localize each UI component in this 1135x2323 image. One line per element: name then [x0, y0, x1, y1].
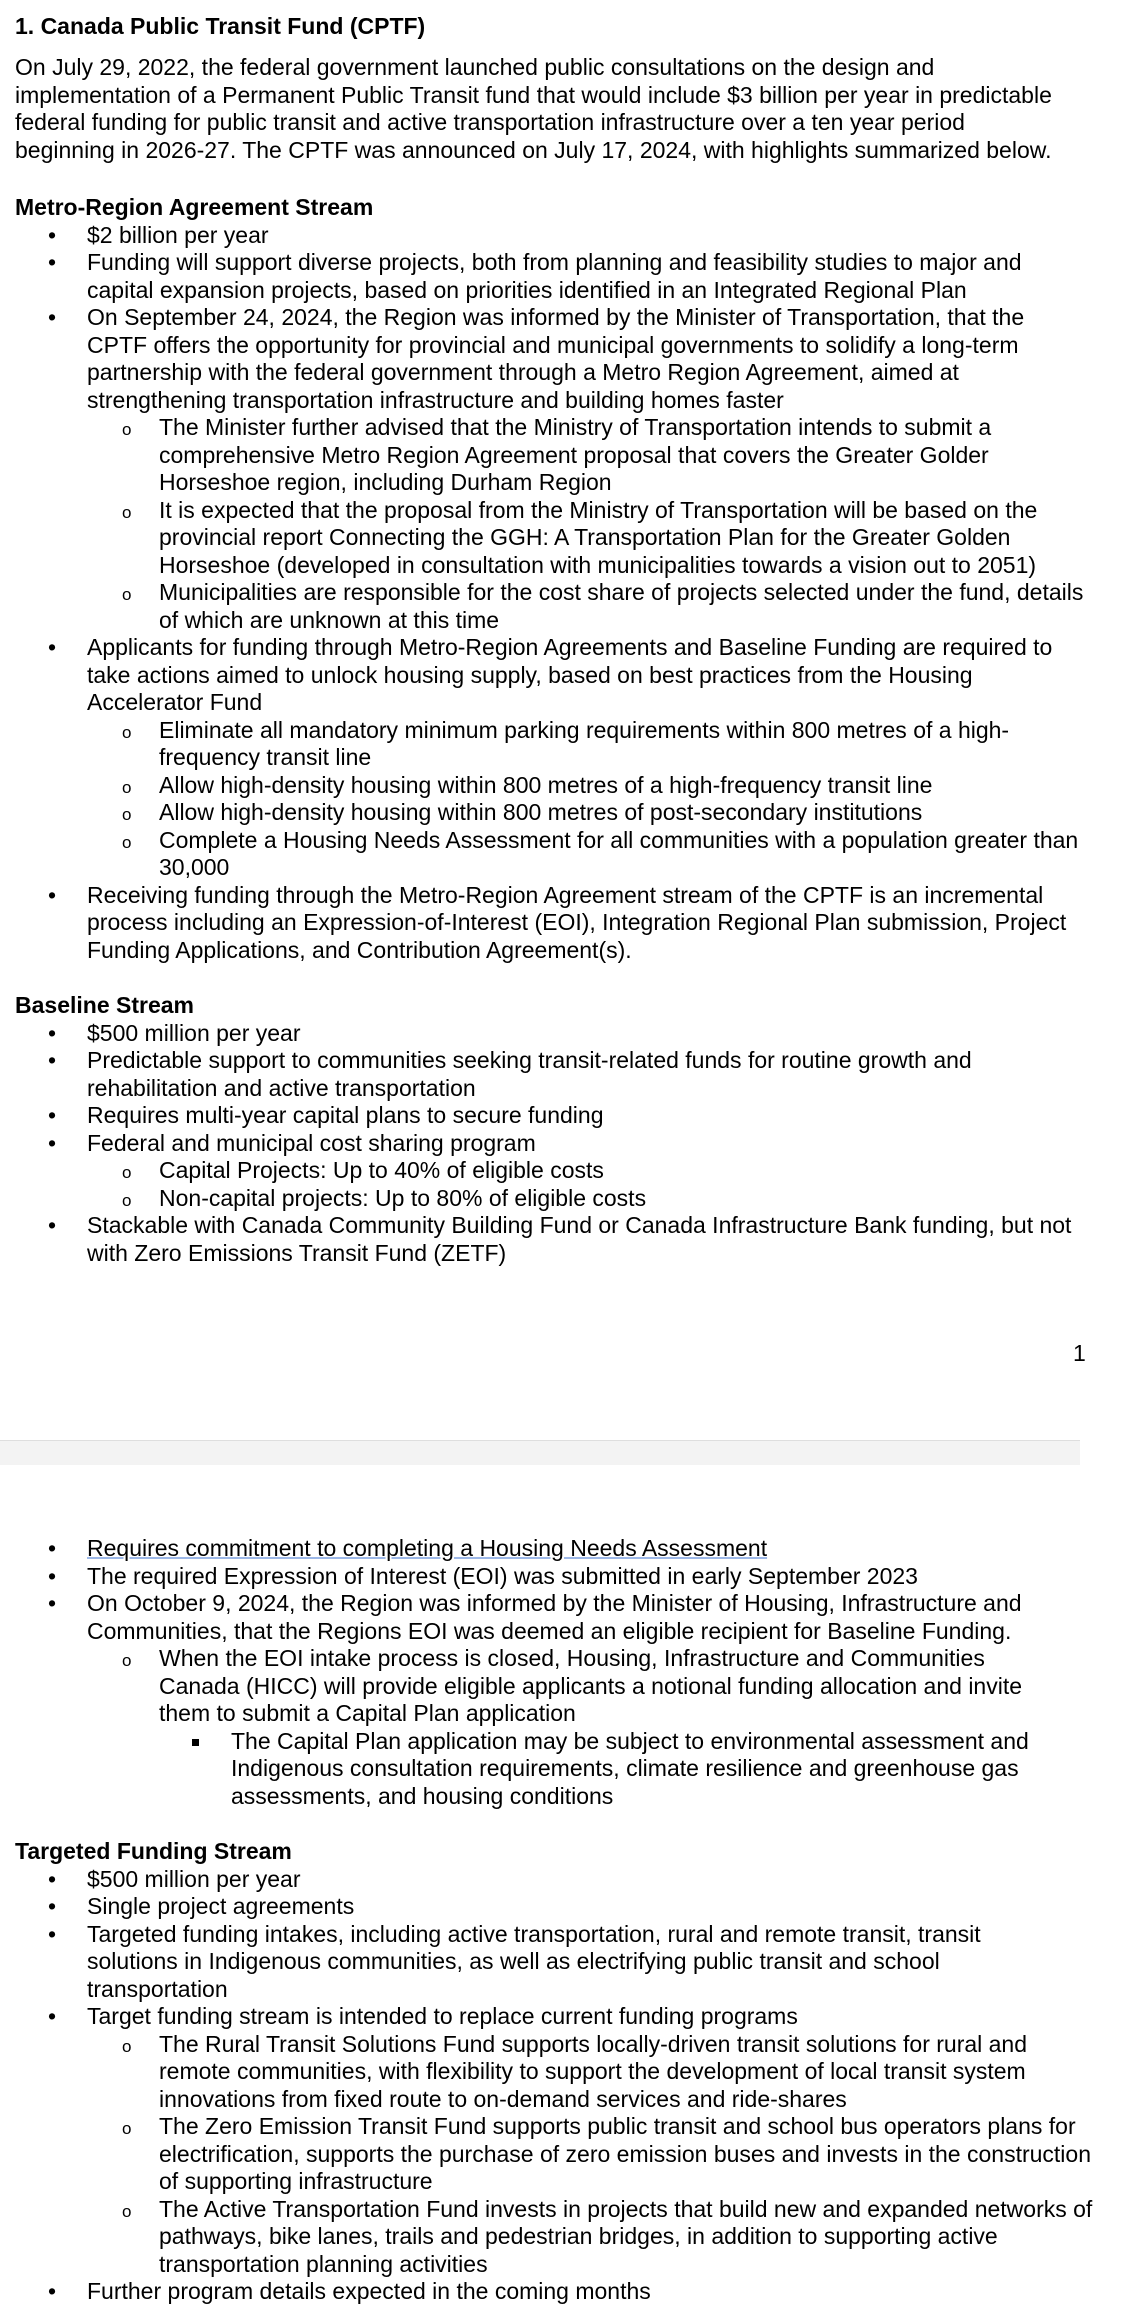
list-item [87, 2196, 1135, 2279]
list-item [15, 1020, 1135, 1048]
section-title: 1. Canada Public Transit Fund (CPTF) [15, 13, 426, 39]
sub-bullet-text: o Capital Projects: Up to 40% of eligible costs [159, 1157, 604, 1183]
list-item [87, 772, 1135, 800]
list-item [15, 2003, 1135, 2278]
sub-bullet-text: o Allow high-density housing within 800 metres of post-secondary institutions [159, 799, 923, 825]
page-1-content [15, 12, 1135, 1267]
list-item [87, 2031, 1135, 2114]
sub-bullet-text: o It is expected that the proposal from the Ministry of Transportation will be based on the provincial report Connecting the GGH: A Transportation Plan for the Greater Golden Horseshoe (developed in consultation with municipalities towards a vision out to 2051) [159, 496, 1038, 578]
list-item [87, 1185, 1135, 1213]
bullet-text: • Targeted funding intakes, including active transportation, rural and remote transit, transit solutions in Indigenous communities, as well as electrifying public transit and school transportation [87, 1920, 981, 2002]
sub-bullet-text: o The Zero Emission Transit Fund supports public transit and school bus operators plans for electrification, supports the purchase of zero emission buses and invests in the construction of supporting infrastructure [159, 2113, 1091, 2194]
sub-bullet-text: o Eliminate all mandatory minimum parking requirements within 800 metres of a high-frequency transit line [159, 716, 1010, 770]
baseline-heading: Baseline Stream [15, 992, 194, 1018]
bullet-text: • On October 9, 2024, the Region was informed by the Minister of Housing, Infrastructure and Communities, that the Regions EOI was deemed an eligible recipient for Baseline Funding. [87, 1590, 1022, 1644]
list-item [87, 799, 1135, 827]
sub-sub-list [159, 1728, 1135, 1811]
bullet-text: • On September 24, 2024, the Region was informed by the Minister of Transportation, that the CPTF offers the opportunity for provincial and municipal governments to solidify a long-term partnership with the federal government through a Metro Region Agreement, aimed at strengthening transportation infrastructure and building homes faster [87, 304, 1025, 413]
list-item [15, 1590, 1135, 1810]
sub-list [87, 1645, 1135, 1810]
metro-region-list [15, 222, 1135, 965]
list-item [87, 2113, 1135, 2196]
bullet-text: • Further program details expected in the coming months [87, 2278, 651, 2304]
bullet-text: • Single project agreements [87, 1893, 355, 1919]
list-item [15, 634, 1135, 882]
bullet-text: • $2 billion per year [87, 221, 269, 248]
list-item [15, 882, 1135, 965]
bullet-text: • $500 million per year [87, 1865, 301, 1892]
page-separator [0, 1440, 1080, 1466]
bullet-text: • Stackable with Canada Community Building Fund or Canada Infrastructure Bank funding, but not with Zero Emissions Transit Fund (ZETF) [87, 1212, 1072, 1266]
sub-bullet-text: o The Active Transportation Fund invests in projects that build new and expanded networks of pathways, bike lanes, trails and pedestrian bridges, in addition to supporting active transportation planning activities [159, 2195, 1093, 2277]
bullet-text: • Requires commitment to completing a Housing Needs Assessment [87, 1535, 768, 1561]
list-item [15, 1563, 1135, 1591]
bullet-text: • Predictable support to communities seeking transit-related funds for routine growth and rehabilitation and active transportation [87, 1047, 972, 1101]
baseline-list [15, 1020, 1135, 1268]
metro-region-heading: Metro-Region Agreement Stream [15, 194, 374, 220]
bullet-text: • The required Expression of Interest (EOI) was submitted in early September 2023 [87, 1562, 918, 1589]
bullet-text: • Receiving funding through the Metro-Region Agreement stream of the CPTF is an incremental process including an Expression-of-Interest (EOI), Integration Regional Plan submission, Project Funding Applications, and Contribution Agreement(s). [87, 881, 1067, 963]
document-page-2 [0, 1465, 1093, 2323]
list-item [15, 1893, 1135, 1921]
bullet-text: • Applicants for funding through Metro-Region Agreements and Baseline Funding are required to take actions aimed to unlock housing supply, based on best practices from the Housing Accelerator Fund [87, 634, 1053, 715]
sub-list [87, 717, 1135, 882]
list-item [87, 717, 1135, 772]
list-item [15, 1212, 1135, 1267]
bullet-text: • Federal and municipal cost sharing program [87, 1129, 536, 1156]
sub-bullet-text: o Municipalities are responsible for the cost share of projects selected under the fund, details of which are unknown at this time [159, 579, 1084, 633]
sub-list [87, 2031, 1135, 2279]
list-item [87, 579, 1135, 634]
list-item [87, 1645, 1135, 1810]
sub-bullet-text: o Non-capital projects: Up to 80% of eligible costs [159, 1184, 647, 1211]
targeted-funding-list [15, 1866, 1135, 2306]
list-item [15, 304, 1135, 634]
list-item [15, 2278, 1135, 2306]
list-item [159, 1728, 1135, 1811]
targeted-funding-heading: Targeted Funding Stream [15, 1838, 292, 1864]
list-item [15, 222, 1135, 250]
list-item [15, 1130, 1135, 1213]
list-item [87, 1157, 1135, 1185]
list-item [87, 827, 1135, 882]
bullet-text: • Requires multi-year capital plans to secure funding [87, 1102, 604, 1128]
list-item [15, 1535, 1135, 1563]
list-item [87, 414, 1135, 497]
list-item [15, 1921, 1135, 2004]
bullet-text: • $500 million per year [87, 1019, 301, 1046]
list-item [15, 1866, 1135, 1894]
list-item [87, 497, 1135, 580]
intro-paragraph: On July 29, 2022, the federal government launched public consultations on the design and implementation of a Permanent Public Transit fund that would include $3 billion per year in predictable federal funding for public transit and active transportation infrastructure over a ten year period beginning in 2026-27. The CPTF was announced on July 17, 2024, with highlights summarized below. [15, 54, 1052, 163]
baseline-continued-list [15, 1535, 1135, 1810]
sub-bullet-text: o Allow high-density housing within 800 metres of a high-frequency transit line [159, 771, 933, 798]
sub-bullet-text: o The Rural Transit Solutions Fund supports locally-driven transit solutions for rural and remote communities, with flexibility to support the development of local transit system innovations from fixed route to on-demand services and ride-shares [159, 2030, 1028, 2112]
sub-bullet-text: o When the EOI intake process is closed, Housing, Infrastructure and Communities Canada (HICC) will provide eligible applicants a notional funding allocation and invite them to submit a Capital Plan application [159, 1645, 1023, 1726]
page-2-content [15, 1535, 1135, 2306]
bullet-text: • Funding will support diverse projects, both from planning and feasibility studies to major and capital expansion projects, based on priorities identified in an Integrated Regional Plan [87, 249, 1022, 303]
sub-list [87, 1157, 1135, 1212]
sub-bullet-text: o The Minister further advised that the Ministry of Transportation intends to submit a comprehensive Metro Region Agreement proposal that covers the Greater Golder Horseshoe region, including Durham Region [159, 414, 992, 495]
list-item [15, 1047, 1135, 1102]
sub-sub-bullet-text: The Capital Plan application may be subject to environmental assessment and Indigenous consultation requirements, climate resilience and greenhouse gas assessments, and housing conditions [231, 1727, 1029, 1809]
list-item [15, 1102, 1135, 1130]
sub-bullet-text: o Complete a Housing Needs Assessment for all communities with a population greater than 30,000 [159, 826, 1079, 880]
bullet-text: • Target funding stream is intended to replace current funding programs [87, 2003, 798, 2029]
list-item [15, 249, 1135, 304]
page-number: 1 [1073, 1340, 1086, 1366]
sub-list [87, 414, 1135, 634]
